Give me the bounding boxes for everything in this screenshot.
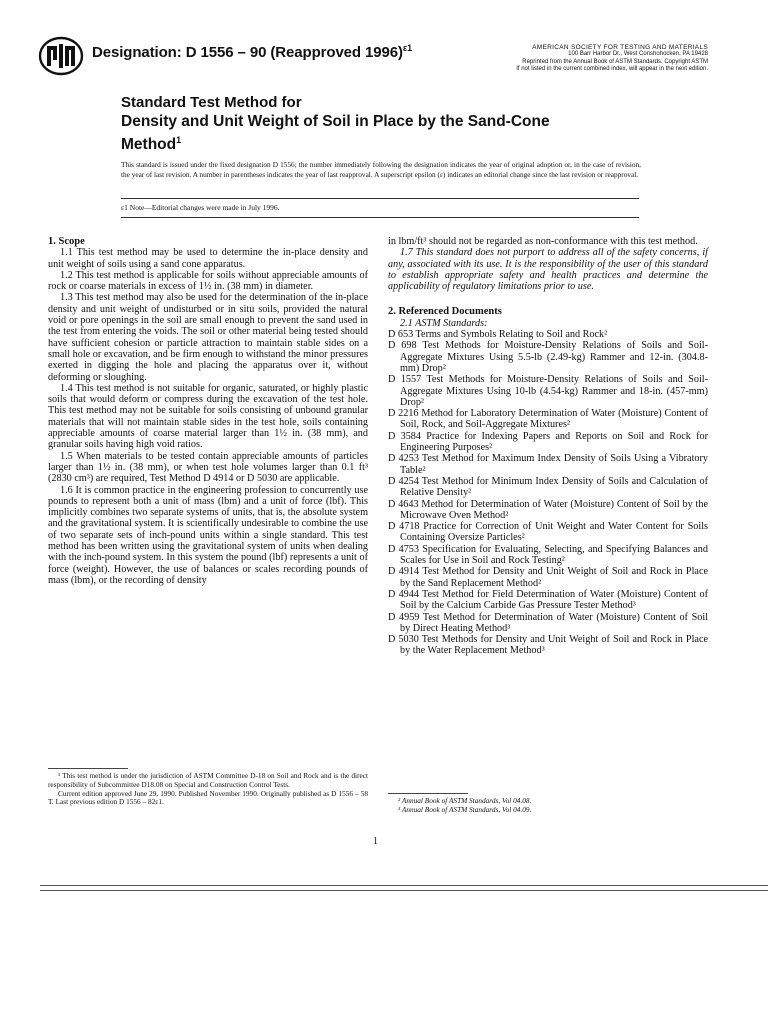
reference-item: D 1557 Test Methods for Moisture-Density Relations of Soils and Soil-Aggregate Mixtures Using 10-lb (4.54-kg) Rammer and 18-in. (457-mm) Drop² <box>388 374 708 408</box>
para-1-3: 1.3 This test method may also be used for the determination of the in-place density and unit weight of undisturbed or in situ soils, provided the natural void or pore openings in the soil are small enough to prevent the sand used in the test from entering the voids. The soil or other material being tested should have sufficient cohesion or particle attraction to maintain stable sides on a small hole or excavation, and be firm enough to withstand the minor pressures exerted in digging the hole and placing the apparatus over it, without deforming or sloughing. <box>48 292 368 383</box>
editorial-note: ε1 Note—Editorial changes were made in July 1996. <box>121 203 280 212</box>
referenced-documents-heading: 2. Referenced Documents <box>388 306 502 318</box>
para-1-2: 1.2 This test method is applicable for soils without appreciable amounts of rock or coarse materials in excess of 1½ in. (38 mm) in diameter. <box>48 269 368 293</box>
reference-item: D 4959 Test Method for Determination of Water (Moisture) Content of Soil by Direct Heating Method³ <box>388 611 708 634</box>
para-1-7: 1.7 This standard does not purport to address all of the safety concerns, if any, associated with its use. It is the responsibility of the user of this standard to establish appropriate safety and health practices and determine the applicability of regulatory limitations prior to use. <box>388 247 708 293</box>
title-line-1: Standard Test Method for <box>121 94 302 111</box>
society-block <box>468 44 708 74</box>
issue-note: This standard is issued under the fixed designation D 1556; the number immediately following the designation indicates the year of original adoption or, in the case of revision, the year of last revision. A number in parentheses indicates the year of last reapproval. A superscript epsilon (ε) indicates an editorial change since the last revision or reapproval. <box>121 160 641 179</box>
reference-item: D 4254 Test Method for Minimum Index Density of Soils and Calculation of Relative Density² <box>388 475 708 499</box>
title-line-3-text: Method <box>121 136 177 154</box>
page-bottom-rule-2 <box>40 890 768 891</box>
title-footnote-mark: 1 <box>176 135 182 145</box>
footnote-1b: Current edition approved June 29, 1990. Published November 1990. Originally published as D 1556 – 58 T. Last previous edition D 1556 – 82ε1. <box>48 788 368 807</box>
reference-item: D 4753 Specification for Evaluating, Selecting, and Specifying Balances and Scales for Use in Soil and Rock Testing² <box>388 543 708 567</box>
left-column <box>48 236 368 586</box>
title-line-2: Density and Unit Weight of Soil in Place by the Sand-Cone <box>121 113 550 130</box>
para-1-1: 1.1 This test method may be used to determine the in-place density and unit weight of soils using a sand cone apparatus. <box>48 247 368 270</box>
reprint-line-2: If not listed in the current combined index, will appear in the next edition. <box>516 66 708 73</box>
astm-logo-icon <box>38 36 84 76</box>
footnote-1: ¹ This test method is under the jurisdiction of ASTM Committee D-18 on Soil and Rock and is the direct responsibility of Subcommittee D18.08 on Special and Construction Control Tests. <box>48 771 368 789</box>
astm-standards-subheading: 2.1 ASTM Standards: <box>400 317 488 329</box>
divider-bottom <box>121 217 639 218</box>
page-number: 1 <box>373 836 378 847</box>
reference-item: D 4914 Test Method for Density and Unit Weight of Soil and Rock in Place by the Sand Replacement Method² <box>388 566 708 589</box>
footnote-rule-right <box>388 793 468 794</box>
reference-item: D 5030 Test Methods for Density and Unit Weight of Soil and Rock in Place by the Water Replacement Method³ <box>388 634 708 657</box>
reference-item: D 4944 Test Method for Field Determination of Water (Moisture) Content of Soil by the Calcium Carbide Gas Pressure Tester Method³ <box>388 588 708 612</box>
reference-item: D 2216 Method for Laboratory Determination of Water (Moisture) Content of Soil, Rock, and Soil-Aggregate Mixtures² <box>388 408 708 431</box>
designation-text: Designation: D 1556 – 90 (Reapproved 1996) <box>92 44 403 61</box>
page-bottom-rule-1 <box>40 885 768 886</box>
reference-list <box>388 329 708 657</box>
reference-item: D 4643 Method for Determination of Water (Moisture) Content of Soil by the Microwave Oven Method² <box>388 498 708 521</box>
reference-item: D 698 Test Methods for Moisture-Density Relations of Soils and Soil-Aggregate Mixtures Using 5.5-lb (2.49-kg) Rammer and 12-in. (304.8-mm) Drop² <box>388 340 708 374</box>
reprint-line-1: Reprinted from the Annual Book of ASTM Standards. Copyright ASTM <box>522 58 708 65</box>
footnote-rule-left <box>48 768 128 769</box>
footnotes-right <box>388 797 708 815</box>
footnotes-left <box>48 772 368 807</box>
title-line-3 <box>121 131 641 154</box>
scope-heading: 1. Scope <box>48 236 85 247</box>
footnote-2: ² Annual Book of ASTM Standards, Vol 04.08. <box>398 796 532 805</box>
reference-item: D 4718 Practice for Correction of Unit Weight and Water Content for Soils Containing Oversize Particles² <box>388 521 708 544</box>
society-name: AMERICAN SOCIETY FOR TESTING AND MATERIALS <box>532 44 708 51</box>
society-address: 100 Barr Harbor Dr., West Conshohocken, PA 19428 <box>568 51 708 58</box>
designation-superscript: ε1 <box>402 43 412 53</box>
para-1-6-continued: in lbm/ft³ should not be regarded as non-conformance with this test method. <box>388 236 698 247</box>
reference-item: D 4253 Test Method for Maximum Index Density of Soils Using a Vibratory Table² <box>388 453 708 476</box>
reference-item: D 3584 Practice for Indexing Papers and Reports on Soil and Rock for Engineering Purposes² <box>388 430 708 454</box>
divider-top <box>121 198 639 199</box>
para-1-6: 1.6 It is common practice in the engineering profession to concurrently use pounds to represent both a unit of mass (lbm) and a unit of force (lbf). This implicitly combines two separate systems of units, that is, the absolute system and the gravitational system. It is scientifically undesirable to combine the use of two separate sets of inch-pound units within a single standard. This test method has been written using the gravitational system of units when dealing with the inch-pound system. In this system the pound (lbf) represents a unit of force (weight). However, the use of balances or scales recording pounds of mass (lbm), or the recording of density <box>48 484 368 586</box>
designation-line <box>92 43 412 61</box>
para-1-4: 1.4 This test method is not suitable for organic, saturated, or highly plastic soils that would deform or compress during the excavation of the test hole. This test method may not be suitable for soils consisting of unbound granular materials that will not maintain stable sides in the test hole, soils containing appreciable amounts of coarse material larger than 1½ in. (38 mm), and granular soils having high void ratios. <box>48 382 368 451</box>
right-column <box>388 236 708 657</box>
para-1-5: 1.5 When materials to be tested contain appreciable amounts of particles larger than 1½ in. (38 mm), or when test hole volumes larger than 0.1 ft³ (2830 cm³) are required, Test Method D 4914 or D 5030 are applicable. <box>48 450 368 485</box>
reference-item: D 653 Terms and Symbols Relating to Soil and Rock² <box>388 329 608 341</box>
footnote-3: ³ Annual Book of ASTM Standards, Vol 04.09. <box>398 804 532 814</box>
document-title <box>121 93 641 154</box>
